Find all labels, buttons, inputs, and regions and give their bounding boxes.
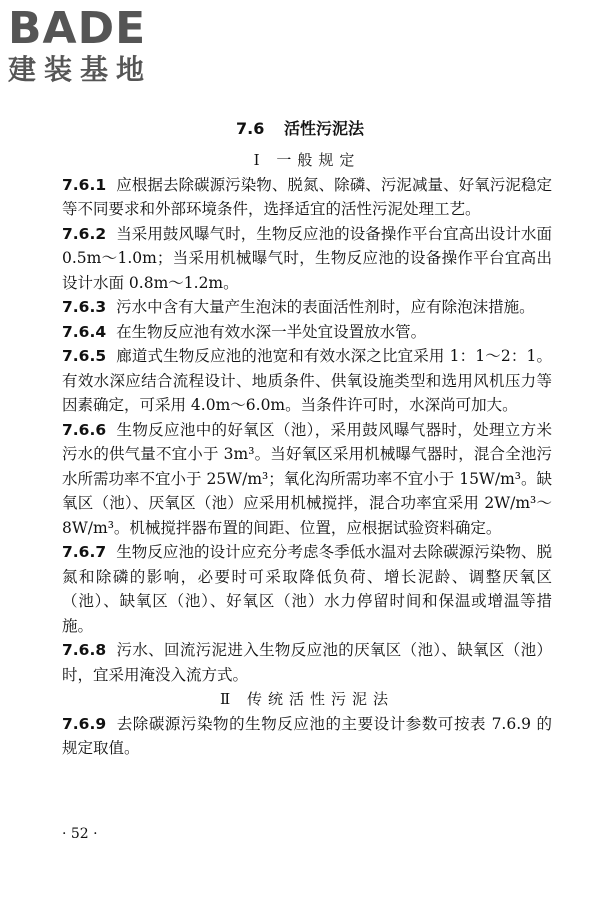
section-name: 活性污泥法 xyxy=(283,119,364,138)
clause-7-6-3 xyxy=(62,295,552,320)
clause-number: 7.6.9 xyxy=(62,714,107,733)
clause-7-6-6 xyxy=(62,418,552,541)
clause-7-6-1 xyxy=(62,173,552,222)
clause-number: 7.6.5 xyxy=(62,347,107,365)
logo xyxy=(8,3,178,86)
clause-text: 应根据去除碳源污染物、脱氮、除磷、污泥减量、好氧污泥稳定等不同要求和外部环境条件，选择适宜的活性污泥处理工艺。 xyxy=(62,175,552,218)
clause-number: 7.6.3 xyxy=(62,298,107,316)
clause-text: 污水、回流污泥进入生物反应池的厌氧区（池）、缺氧区（池）时，宜采用淹没入流方式。 xyxy=(62,641,552,684)
clause-7-6-8 xyxy=(62,638,552,687)
clause-number: 7.6.6 xyxy=(62,420,107,439)
logo-brand: BADE xyxy=(8,3,147,54)
clause-7-6-4 xyxy=(62,320,552,345)
clause-number: 7.6.4 xyxy=(62,322,107,341)
clause-text: 生物反应池中的好氧区（池），采用鼓风曝气器时，处理立方米污水的供气量不宜小于 3m³。当好氧区采用机械曝气器时，混合全池污水所需功率不宜小于 25W/m³；氧化沟所需功率不宜小于 15W/m³。缺氧区（池）、厌氧区（池）应采用机械搅拌，混合功率宜采用 2W/m³～8W/m³。机械搅拌器布置的间距、位置，应根据试验资料确定。 xyxy=(62,420,552,537)
clause-text: 污水中含有大量产生泡沫的表面活性剂时，应有除泡沫措施。 xyxy=(116,298,535,316)
page-number: · 52 · xyxy=(62,826,98,842)
clause-text: 当采用鼓风曝气时，生物反应池的设备操作平台宜高出设计水面 0.5m～1.0m；当采用机械曝气时，生物反应池的设备操作平台宜高出设计水面 0.8m～1.2m。 xyxy=(62,224,552,292)
clause-text: 在生物反应池有效水深一半处宜设置放水管。 xyxy=(116,322,427,341)
subsection-heading-traditional: Ⅱ 传统活性污泥法 xyxy=(220,690,394,708)
clause-number: 7.6.2 xyxy=(62,224,107,243)
document-body xyxy=(62,148,552,761)
clause-7-6-2 xyxy=(62,222,552,296)
clause-7-6-5 xyxy=(62,344,552,418)
clause-7-6-7 xyxy=(62,540,552,638)
subsection-heading-general: Ⅰ 一般规定 xyxy=(253,151,361,169)
clause-text: 廊道式生物反应池的池宽和有效水深之比宜采用 1：1～2：1。有效水深应结合流程设计、地质条件、供氧设施类型和选用风机压力等因素确定，可采用 4.0m～6.0m。当条件许可时，水深尚可加大。 xyxy=(62,347,552,414)
clause-number: 7.6.8 xyxy=(62,641,107,659)
clause-7-6-9 xyxy=(62,712,552,761)
logo-subtitle: 建装基地 xyxy=(8,53,153,86)
clause-number: 7.6.7 xyxy=(62,543,107,561)
clause-text: 去除碳源污染物的生物反应池的主要设计参数可按表 7.6.9 的规定取值。 xyxy=(62,714,552,757)
clause-text: 生物反应池的设计应充分考虑冬季低水温对去除碳源污染物、脱氮和除磷的影响，必要时可采取降低负荷、增长泥龄、调整厌氧区（池）、缺氧区（池）、好氧区（池）水力停留时间和保温或增温等措施。 xyxy=(62,543,552,635)
clause-number: 7.6.1 xyxy=(62,175,107,194)
section-title xyxy=(0,116,600,139)
section-number: 7.6 xyxy=(236,119,265,138)
